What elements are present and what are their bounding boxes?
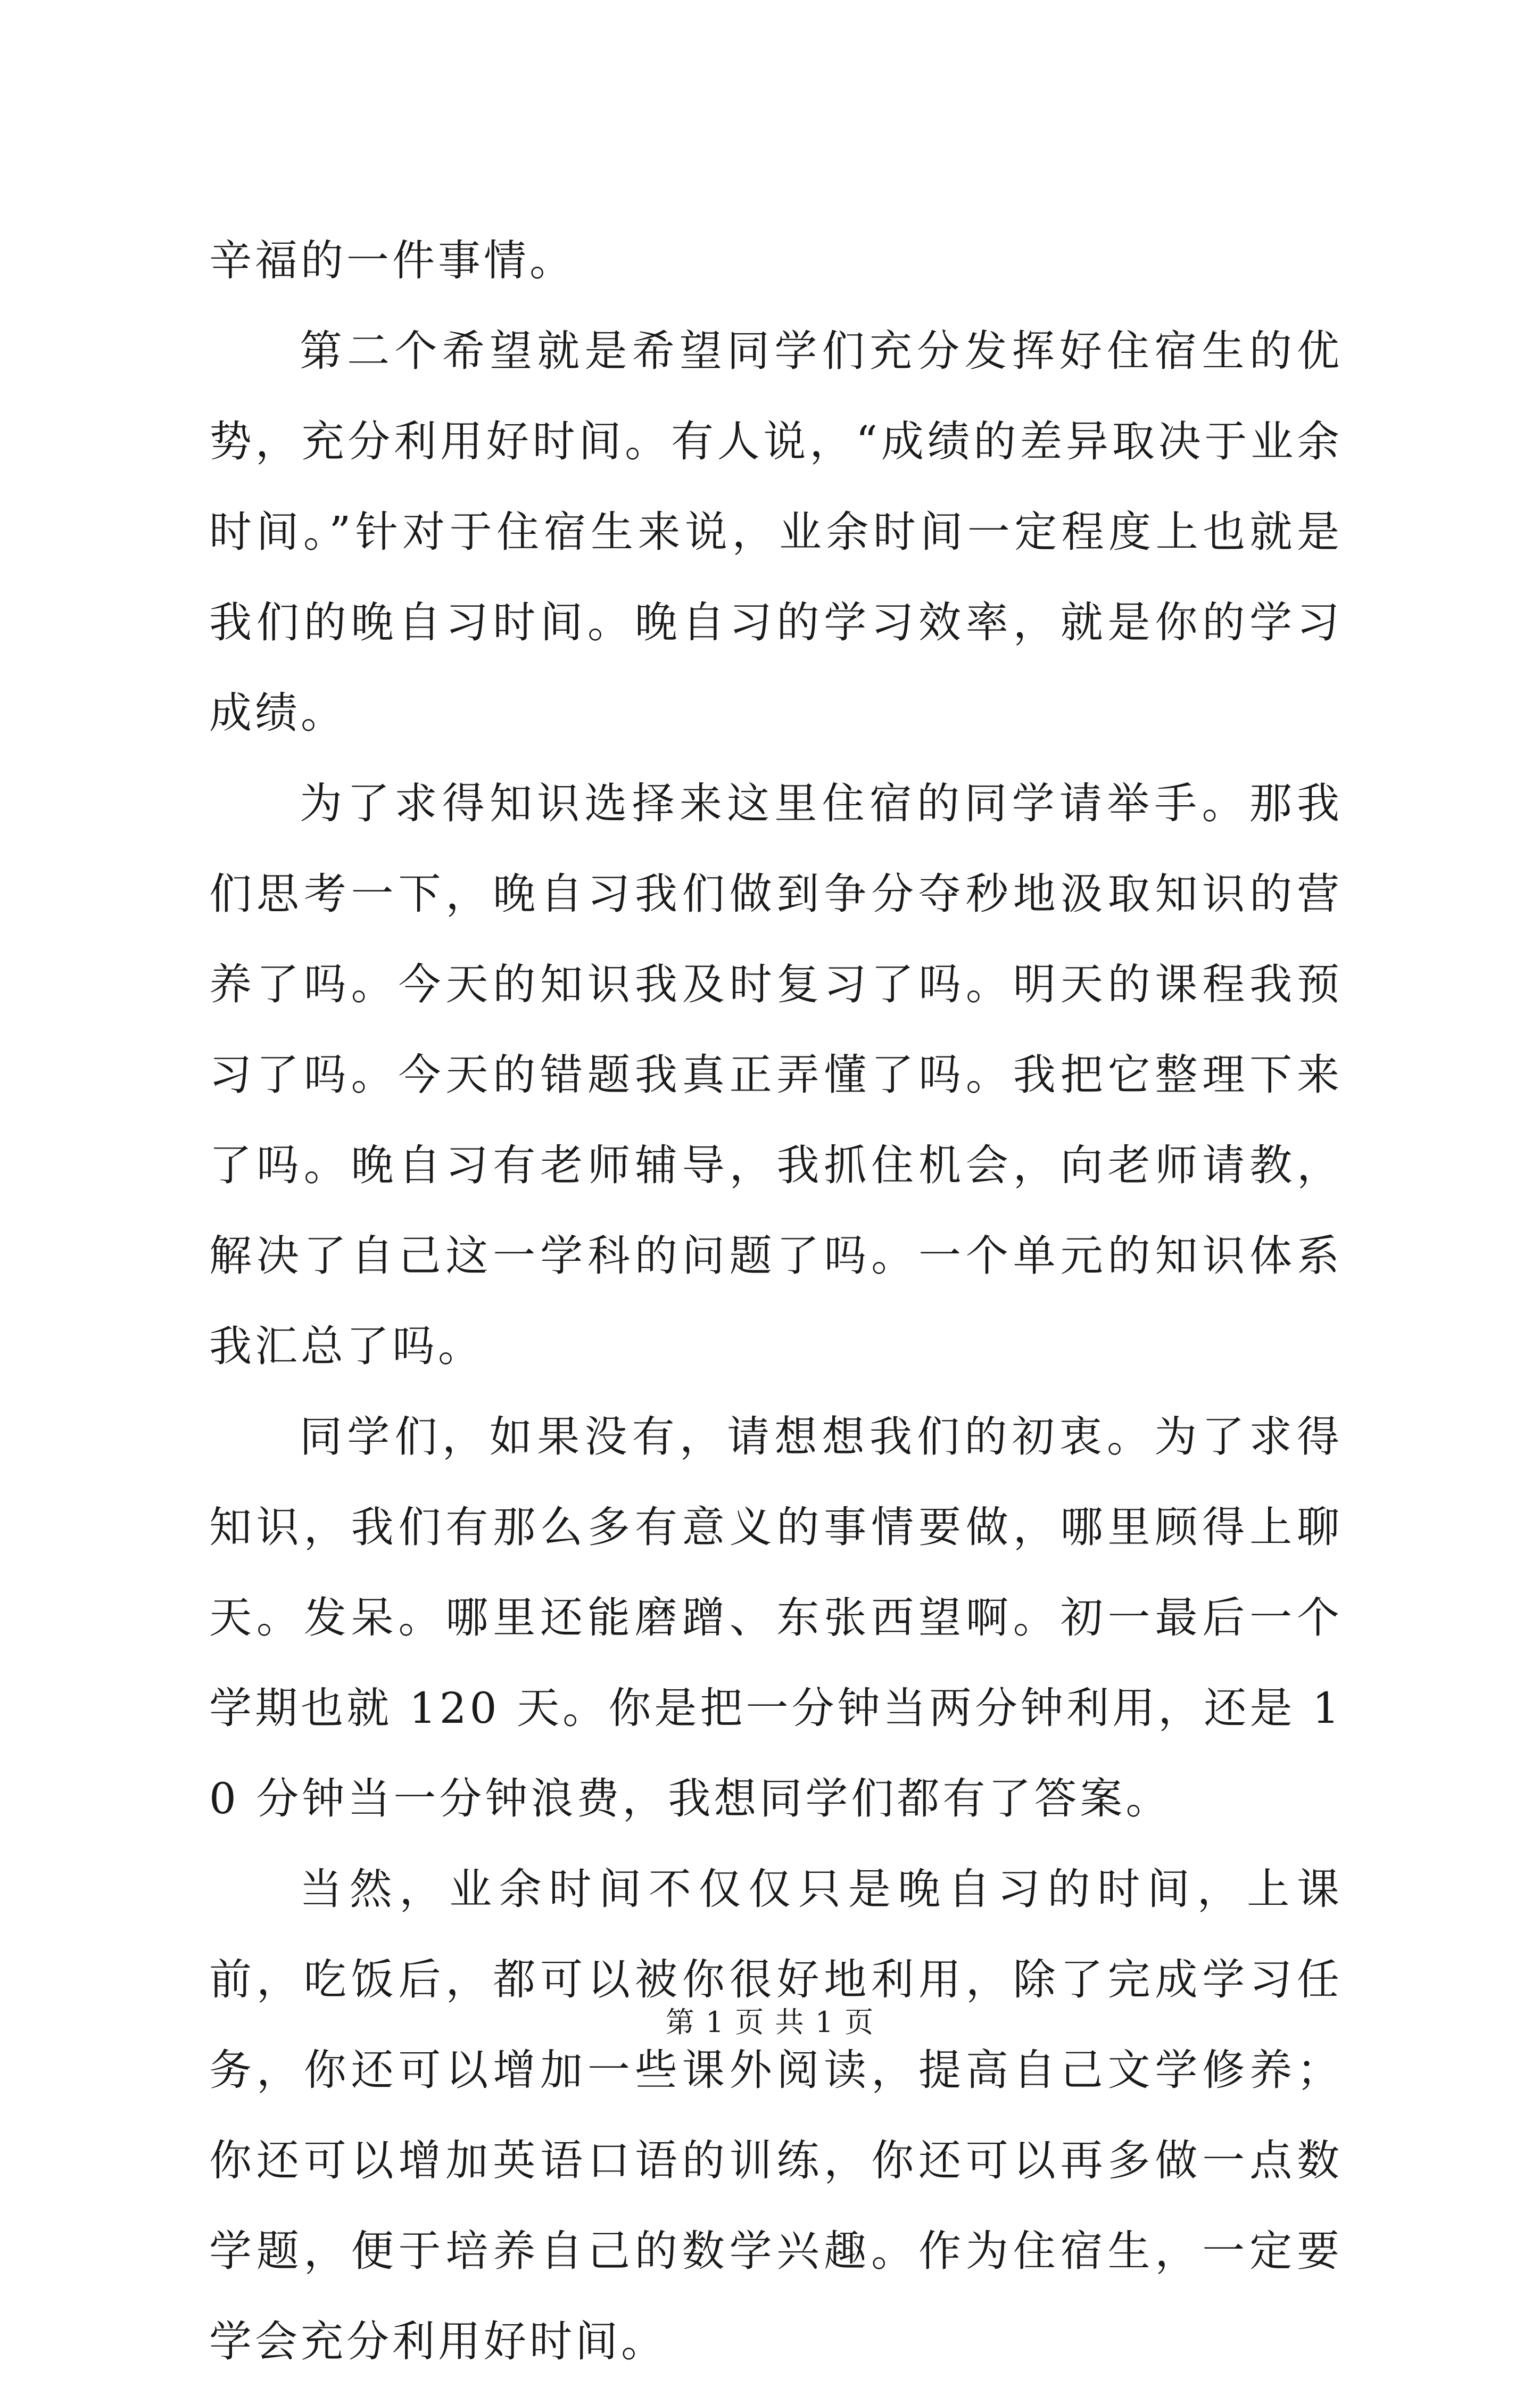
page-footer: 第 1 页 共 1 页 (665, 2005, 875, 2039)
paragraph-5: 当然，业余时间不仅仅只是晚自习的时间，上课前，吃饭后，都可以被你很好地利用，除了完成学习任务，你还可以增加一些课外阅读，提高自己文学修养；你还可以增加英语口语的训练，你还可以再多做一点数学题，便于培养自己的数学兴趣。作为住宿生，一定要学会充分利用好时间。 (209, 1864, 1343, 2366)
paragraph-4: 同学们，如果没有，请想想我们的初衷。为了求得知识，我们有那么多有意义的事情要做，哪里顾得上聊天。发呆。哪里还能磨蹭、东张西望啊。初一最后一个学期也就 120 天。你是把一分钟当两分钟利用，还是 10 分钟当一分钟浪费，我想同学们都有了答案。 (209, 1412, 1343, 1823)
document-body (209, 216, 1343, 2387)
paragraph-1: 辛福的一件事情。 (209, 236, 575, 285)
paragraph-3: 为了求得知识选择来这里住宿的同学请举手。那我们思考一下，晚自习我们做到争分夺秒地汲取知识的营养了吗。今天的知识我及时复习了吗。明天的课程我预习了吗。今天的错题我真正弄懂了吗。我把它整理下来了吗。晚自习有老师辅导，我抓住机会，向老师请教，解决了自己这一学科的问题了吗。一个单元的知识体系我汇总了吗。 (209, 779, 1343, 1371)
paragraph-2: 第二个希望就是希望同学们充分发挥好住宿生的优势，充分利用好时间。有人说，“成绩的差异取决于业余时间。”针对于住宿生来说，业余时间一定程度上也就是我们的晚自习时间。晚自习的学习效率，就是你的学习成绩。 (209, 326, 1343, 738)
